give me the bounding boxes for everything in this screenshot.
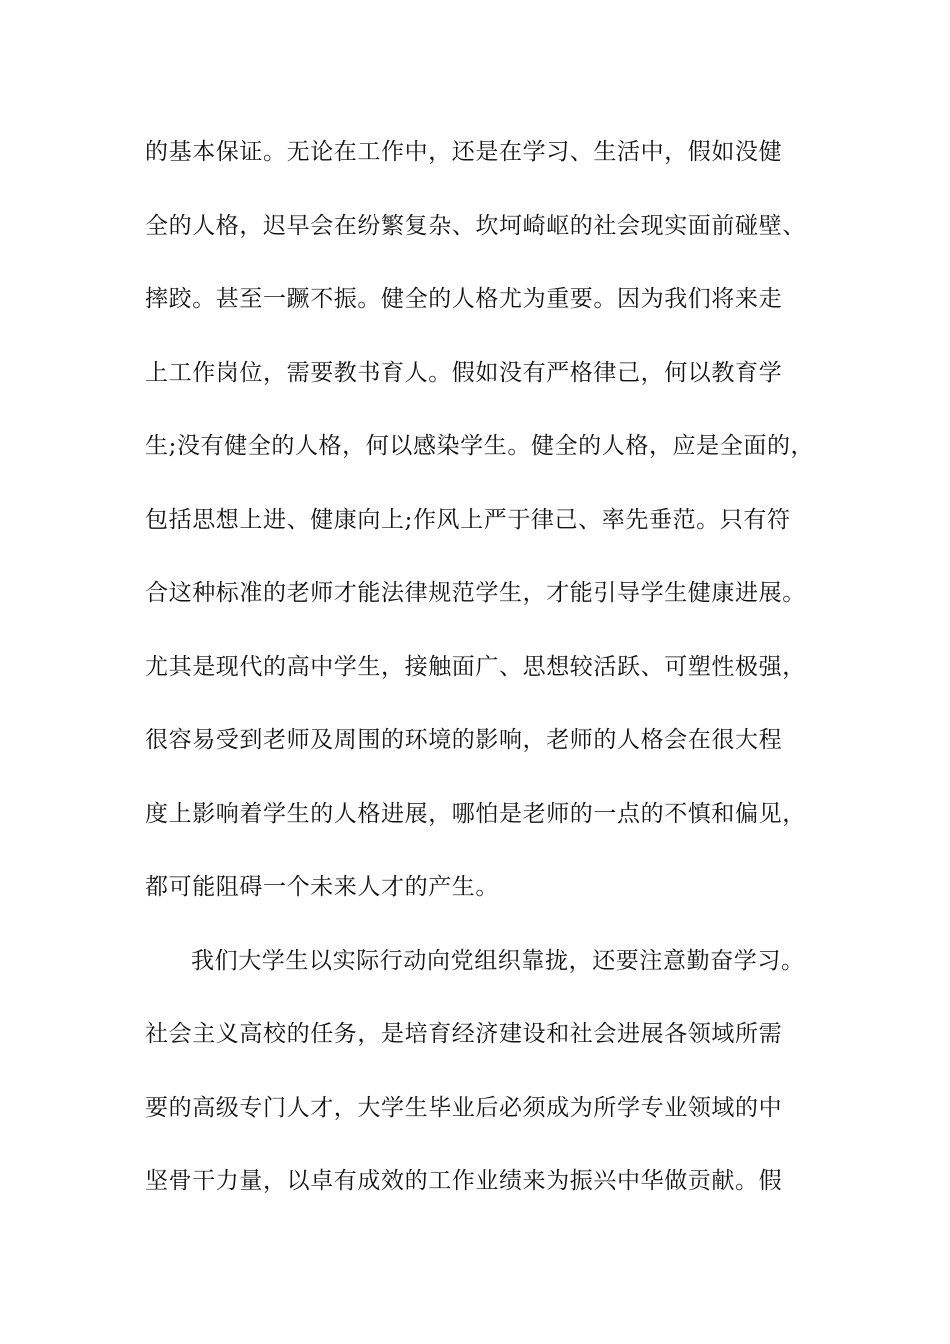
text-line: 坚骨干力量，以卓有成效的工作业绩来为振兴中华做贡献。假 [145, 1168, 783, 1194]
text-line: 全的人格，迟早会在纷繁复杂、坎坷崎岖的社会现实面前碰壁、 [145, 212, 806, 239]
text-line: 度上影响着学生的人格进展，哪怕是老师的一点的不慎和偏见， [145, 800, 806, 827]
text-line: 包括思想上进、健康向上;作风上严于律己、率先垂范。只有符 [145, 506, 791, 533]
paragraph-start-line: 我们大学生以实际行动向党组织靠拢，还要注意勤奋学习。 [191, 947, 805, 974]
text-line: 的基本保证。无论在工作中，还是在学习、生活中，假如没健 [145, 139, 783, 165]
text-line: 很容易受到老师及周围的环境的影响，老师的人格会在很大程 [145, 727, 783, 753]
text-line: 生;没有健全的人格，何以感染学生。健全的人格，应是全面的， [145, 433, 815, 459]
text-line: 尤其是现代的高中学生，接触面广、思想较活跃、可塑性极强， [145, 653, 806, 680]
text-line: 都可能阻碍一个未来人才的产生。 [145, 874, 499, 900]
text-line: 合这种标准的老师才能法律规范学生，才能引导学生健康进展。 [145, 580, 806, 606]
text-line: 上工作岗位，需要教书育人。假如没有严格律己，何以教育学 [145, 359, 783, 386]
text-line: 摔跤。甚至一蹶不振。健全的人格尤为重要。因为我们将来走 [145, 286, 783, 312]
document-body-text [145, 130, 825, 1233]
text-line: 社会主义高校的任务，是培育经济建设和社会进展各领域所需 [145, 1021, 783, 1047]
text-line: 要的高级专门人才，大学生毕业后必须成为所学专业领域的中 [145, 1094, 783, 1121]
